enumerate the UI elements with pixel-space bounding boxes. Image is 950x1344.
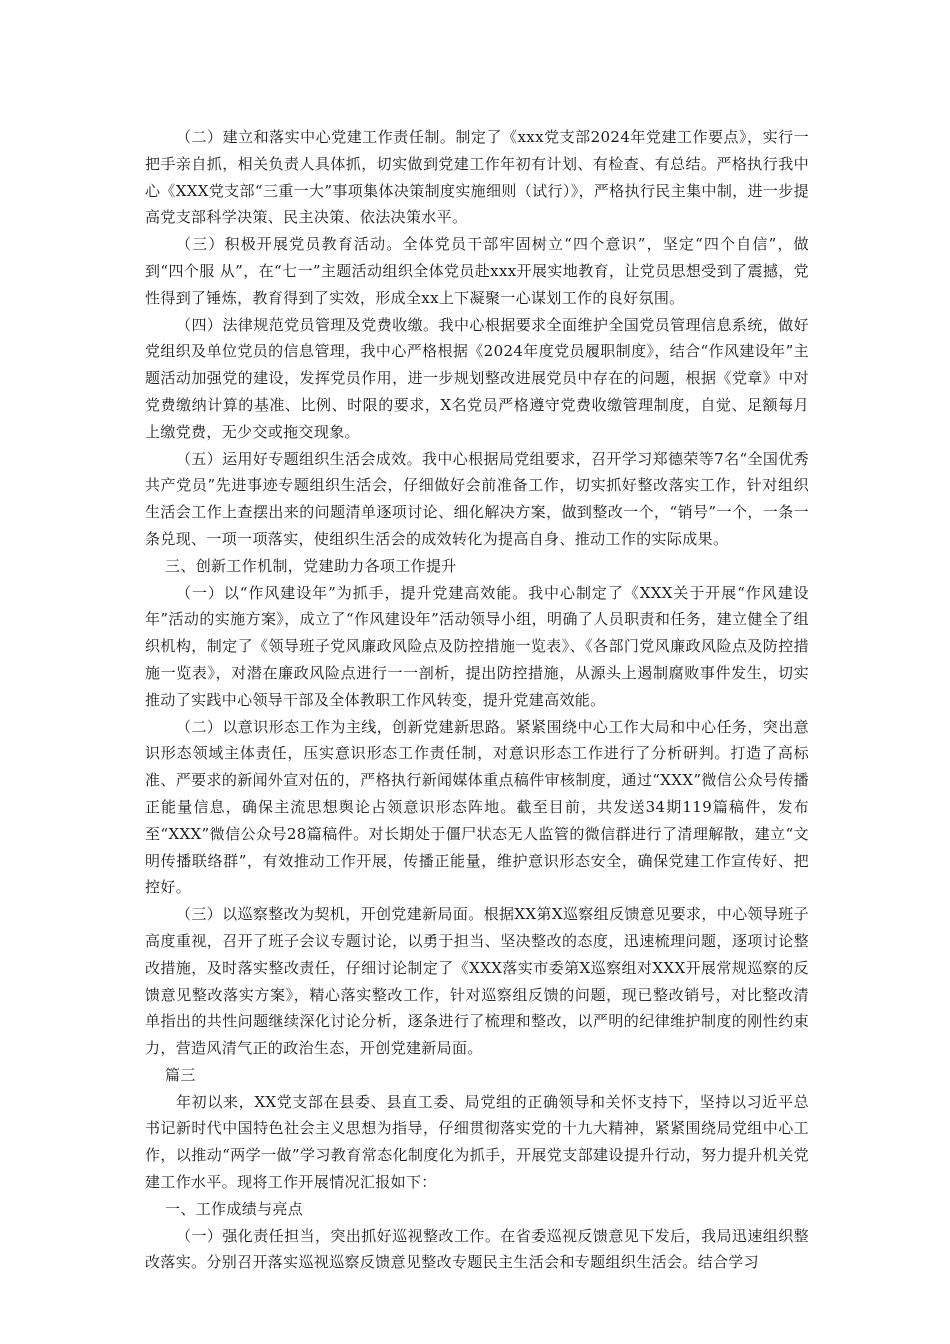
paragraph: （三）积极开展党员教育活动。全体党员干部牢固树立“四个意识”，坚定“四个自信”，做到“四个服 从”，在“七一”主题活动组织全体党员赴xxx开展实地教育，让党员思想受到了震撼，党性得到了锤炼，教育得到了实效，形成全xx上下凝聚一心谋划工作的良好氛围。 bbox=[145, 235, 809, 307]
paragraph: 年初以来，XX党支部在县委、县直工委、局党组的正确领导和关怀支持下，坚持以习近平总书记新时代中国特色社会主义思想为指导，仔细贯彻落实党的十九大精神，紧紧围绕局党组中心工作，以推动“两学一做”学习教育常态化制度化为抓手，开展党支部建设提升行动，努力提升机关党建工作水平。现将工作开展情况汇报如下： bbox=[145, 1092, 809, 1192]
paragraph: （三）以巡察整改为契机，开创党建新局面。根据XX第X巡察组反馈意见要求，中心领导班子高度重视，召开了班子会议专题讨论，以勇于担当、坚决整改的态度，迅速梳理问题，逐项讨论整改措施，及时落实整改责任，仔细讨论制定了《XXX落实市委第X巡察组对XXX开展常规巡察的反馈意见整改落实方案》，精心落实整改工作，针对巡察组反馈的问题，现已整改销号，对比整改清单指出的共性问题继续深化讨论分析，逐条进行了梳理和整改，以严明的纪律维护制度的刚性约束力，营造风清气正的政治生态，开创党建新局面。 bbox=[145, 905, 809, 1058]
paragraph: （二）建立和落实中心党建工作责任制。制定了《xxx党支部2024年党建工作要点》，实行一把手亲自抓，相关负责人具体抓，切实做到党建工作年初有计划、有检查、有总结。严格执行我中心《XXX党支部“三重一大”事项集体决策制度实施细则（试行）》，严格执行民主集中制，进一步提高党支部科学决策、民主决策、依法决策水平。 bbox=[145, 128, 809, 227]
document-body bbox=[145, 124, 809, 1276]
section-heading: 三、创新工作机制，党建助力各项工作提升 bbox=[165, 556, 457, 575]
section-heading: 一、工作成绩与亮点 bbox=[165, 1199, 304, 1218]
paragraph: （二）以意识形态工作为主线，创新党建新思路。紧紧围绕中心工作大局和中心任务，突出意识形态领域主体责任，压实意识形态工作责任制，对意识形态工作进行了分析研判。打造了高标准、严要求的新闻外宣对伍的，严格执行新闻媒体重点稿件审核制度，通过“XXX”微信公众号传播正能量信息，确保主流思想舆论占领意识形态阵地。截至目前，共发送34期119篇稿件，发布至“XXX”微信公众号28篇稿件。对长期处于僵尸状态无人监管的微信群进行了清理解散，建立“文明传播联络群”，有效推动工作开展，传播正能量，维护意识形态安全，确保党建工作宣传好、把控好。 bbox=[145, 717, 809, 897]
paragraph: （四）法律规范党员管理及党费收缴。我中心根据要求全面维护全国党员管理信息系统，做好党组织及单位党员的信息管理，我中心严格根据《2024年度党员履职制度》，结合“作风建设年”主题活动加强党的建设，发挥党员作用，进一步规划整改进展党员中存在的问题，根据《党章》中对党费缴纳计算的基准、比例、时限的要求，X名党员严格遵守党费收缴管理制度，自觉、足额每月上缴党费，无少交或拖交现象。 bbox=[145, 315, 809, 441]
section-heading: 篇三 bbox=[165, 1065, 196, 1084]
paragraph: （一）强化责任担当，突出抓好巡视整改工作。在省委巡视反馈意见下发后，我局迅速组织整改落实。分别召开落实巡视巡察反馈意见整改专题民主生活会和专题组织生活会。结合学习 bbox=[145, 1226, 809, 1272]
paragraph: （一）以“作风建设年”为抓手，提升党建高效能。我中心制定了《XXX关于开展“作风建设年”活动的实施方案》，成立了“作风建设年”活动领导小组，明确了人员职责和任务，建立健全了组织机构，制定了《领导班子党风廉政风险点及防控措施一览表》、《各部门党风廉政风险点及防控措施一览表》，对潜在廉政风险点进行一一剖析，提出防控措施，从源头上遏制腐败事件发生，切实推动了实践中心领导干部及全体教职工作风转变，提升党建高效能。 bbox=[145, 583, 809, 709]
paragraph: （五）运用好专题组织生活会成效。我中心根据局党组要求，召开学习郑德荣等7名“全国优秀共产党员”先进事迹专题组织生活会，仔细做好会前准备工作，切实抓好整改落实工作，针对组织生活会工作上查摆出来的问题清单逐项讨论、细化解决方案，做到整改一个，“销号”一个，一条一条兑现、一项一项落实，使组织生活会的成效转化为提高自身、推动工作的实际成果。 bbox=[145, 449, 809, 548]
